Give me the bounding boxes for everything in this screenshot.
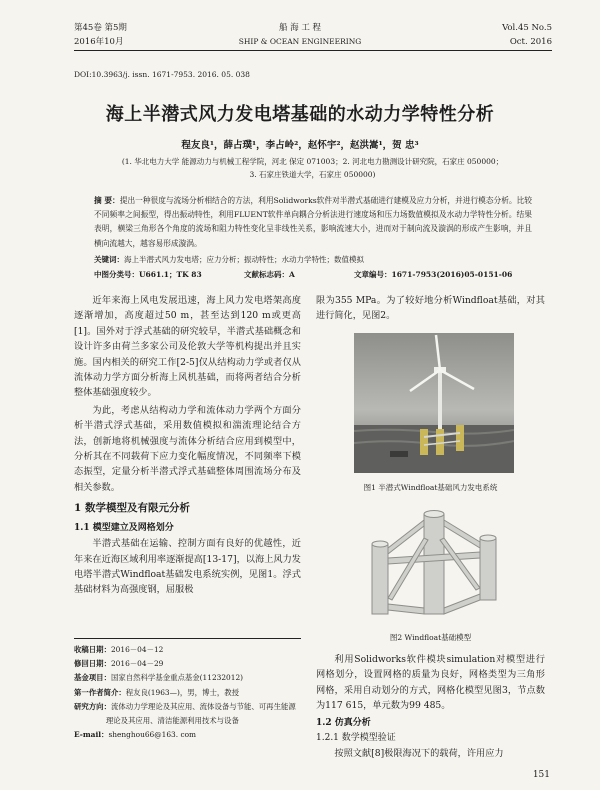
- first-author: [74, 686, 301, 700]
- email: [74, 728, 301, 742]
- figure-2-model: [358, 508, 510, 626]
- header-volume-cn: 第45卷 第5期: [74, 23, 127, 33]
- research-value: 流体动力学理论及其应用、流体设备与节能、可再生能源理论及其应用、清洁能源利用技术与设备: [105, 701, 296, 726]
- author-value: 程友良(1963—)，男，博士，教授: [125, 687, 240, 697]
- email-label: E-mail：: [74, 730, 109, 740]
- email-value: shenghou66@163. com: [108, 730, 197, 740]
- author-list: 程友良¹，薛占璞¹，李占岭²，赵怀宇²，赵洪嵩¹，贺 忠³: [181, 140, 419, 151]
- header-rule: [74, 50, 552, 51]
- doi: DOI:10.3963/j. issn. 1671-7953. 2016. 05. 038: [74, 70, 250, 79]
- research-label: 研究方向：: [74, 701, 111, 711]
- section-heading: 1 数学模型及有限元分析: [74, 502, 190, 515]
- intro-paragraph: 近年来海上风电发展迅速，海上风力发电塔架高度逐渐增加，高度超过50 m，甚至达到120 m或更高[1]。国外对于浮式基础的研究较早，半潜式基础概念和设计许多由荷兰多家公司及伦敦大学等机构提出并且实施。国内相关的研究工作[2-5]仅从结构动力学或者仅从流体动力学方面分析海上风机基础，而将两者结合分析整体基础强度较少。: [74, 295, 301, 399]
- wind-turbine-photo: [354, 333, 514, 473]
- body-paragraph: 半潜式基础在运输、控制方面有良好的优越性，近年来在近海区域利用率逐渐提高[13-17]，以海上风力发电塔半潜式Windfloat基础发电系统实例，见图1。浮式基础材料为高强度钢，屈服极: [74, 538, 301, 596]
- received-value: 2016－04－12: [110, 645, 164, 654]
- affiliations: [80, 155, 545, 181]
- body-paragraph: 按照文献[8]极限海况下的载荷，许用应力: [334, 748, 504, 760]
- intro-paragraph: 为此，考虑从结构动力学和流体动力学两个方面分析半潜式浮式基础，采用数值模拟和湍流理论结合方法，创新地将机械强度与流体分析结合应用到模型中，分析其在不同载荷下应力变化幅度情况，不同频率下模态振型，定量分析半潜式浮式基础整体周围流场分布及相关参数。: [74, 404, 301, 493]
- abstract-label: 摘 要：: [94, 196, 120, 205]
- affiliation-line: (1. 华北电力大学 能源动力与机械工程学院，河北 保定 071003；2. 河北电力勘测设计研究院，石家庄 050000；: [121, 157, 504, 166]
- figure-2-caption: 图2 Windfloat基础模型: [389, 633, 472, 642]
- received-date: [74, 643, 301, 657]
- page-number: 151: [532, 770, 550, 780]
- fund-label: 基金项目：: [74, 673, 111, 683]
- header-date-cn: 2016年10月: [74, 37, 124, 47]
- figure-1-caption: 图1 半潜式Windfloat基础风力发电系统: [363, 483, 498, 492]
- subsection-heading: 1.1 模型建立及网格划分: [74, 522, 174, 533]
- classification-line: [94, 269, 554, 280]
- right-column-bottom: [316, 652, 545, 762]
- received-label: 收稿日期：: [74, 645, 111, 654]
- author-label: 第一作者简介：: [74, 687, 126, 697]
- fund-info: [74, 671, 301, 685]
- header-journal-en: SHIP & OCEAN ENGINEERING: [238, 37, 362, 46]
- article-number: 文章编号：1671-7953(2016)05-0151-06: [354, 270, 513, 279]
- keywords: [94, 253, 532, 266]
- footnote-box: [74, 638, 301, 742]
- header-volume-en: Vol.45 No.5: [502, 23, 552, 33]
- mesh-paragraph: 利用Solidworks软件模块simulation对模型进行网格划分，设置网格的质量为良好，网格类型为三角形网格，采用自动划分的方式，网格化模型见图3，节点数为117 615，单元数为99 485。: [316, 654, 545, 712]
- paper-title: 海上半潜式风力发电塔基础的水动力学特性分析: [105, 104, 495, 125]
- keywords-label: 关键词：: [94, 255, 124, 264]
- revised-value: 2016－04－29: [110, 659, 164, 669]
- keywords-text: 海上半潜式风力发电塔；应力分析；振动特性；水动力学特性；数值模拟: [124, 255, 364, 264]
- revised-label: 修回日期：: [74, 659, 111, 669]
- figure-1-photo: [354, 333, 514, 473]
- affiliation-line: 3. 石家庄铁道大学，石家庄 050000): [249, 170, 376, 179]
- doc-code: 文献标志码：A: [244, 270, 295, 279]
- abstract: [94, 194, 532, 251]
- fund-value: 国家自然科学基金重点基金(11232012): [110, 673, 244, 683]
- left-column: [74, 293, 301, 598]
- clc-number: 中图分类号：U661.1；TK 83: [94, 270, 202, 279]
- windfloat-model-render: [358, 508, 510, 626]
- subsection-heading: 1.2 仿真分析: [316, 717, 371, 728]
- subsubsection-heading: 1.2.1 数学模型验证: [316, 733, 396, 744]
- header-date-en: Oct. 2016: [509, 37, 552, 47]
- abstract-text: 提出一种很度与流场分析相结合的方法，利用Solidworks软件对半潜式基础进行建模及应力分析，并进行模态分析。比较不同频率之间振型，得出振动特性，利用FLUENT软件单向耦合分析法进行速度场和压力场数值模拟及水动力学特性分析。结果表明，横梁三角形各个角度的流场和阻力特性变化呈非线性关系，影响流速大小，进而对于制向流及漩涡的形成产生影响，并且横向流越大，越容易形成漩涡。: [94, 196, 532, 248]
- right-column-top-text: 限为355 MPa。为了较好地分析Windfloat基础，对其进行简化，见图2。: [316, 295, 545, 322]
- revised-date: [74, 657, 301, 671]
- header-journal-cn: 船 海 工 程: [278, 23, 322, 33]
- research-area: [74, 700, 301, 728]
